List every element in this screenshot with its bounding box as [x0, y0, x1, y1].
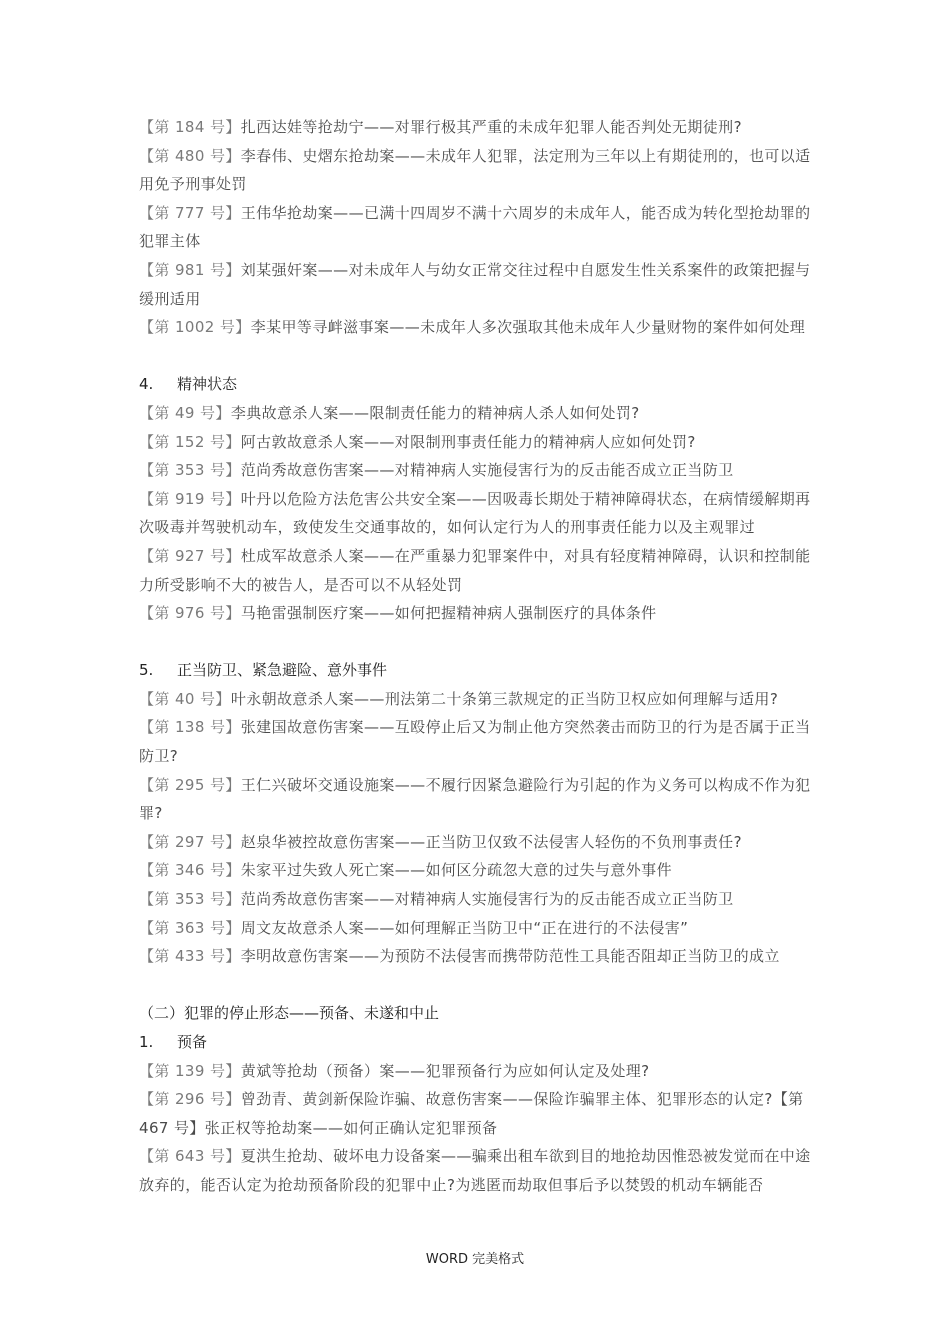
- section-number: 1.: [139, 1033, 154, 1051]
- case-title: 王伟华抢劫案——已满十四周岁不满十六周岁的未成年人，能否成为转化型抢劫罪的犯罪主体: [139, 203, 811, 251]
- section-number: 4.: [139, 375, 154, 394]
- document-page: [139, 113, 817, 1200]
- case-title: 赵泉华被控故意伤害案——正当防卫仅致不法侵害人轻伤的不负刑事责任?: [240, 832, 742, 851]
- list-item: [139, 1057, 817, 1086]
- case-title: 范尚秀故意伤害案——对精神病人实施侵害行为的反击能否成立正当防卫: [240, 461, 734, 480]
- list-item: [139, 199, 817, 256]
- subsection-heading-1: [139, 1028, 817, 1057]
- case-number: 【第 152 号】: [139, 432, 241, 451]
- case-title: 叶永朝故意杀人案——刑法第二十条第三款规定的正当防卫权应如何理解与适用?: [230, 689, 779, 708]
- case-title: 范尚秀故意伤害案——对精神病人实施侵害行为的反击能否成立正当防卫: [240, 890, 734, 909]
- list-item: [139, 685, 817, 714]
- case-number: 【第 297 号】: [139, 832, 241, 851]
- case-number: 【第 433 号】: [139, 947, 241, 966]
- section4-list: [139, 399, 817, 628]
- case-number: 【第 49 号】: [139, 403, 231, 422]
- list-item: [139, 542, 817, 599]
- case-number: 【第 353 号】: [139, 890, 241, 909]
- case-number: 【第 295 号】: [139, 775, 241, 794]
- case-number: 【第 927 号】: [139, 546, 241, 565]
- case-title: 李明故意伤害案——为预防不法侵害而携带防范性工具能否阻却正当防卫的成立: [240, 947, 780, 966]
- section-title: 预备: [177, 1033, 208, 1051]
- section3-list: [139, 113, 817, 342]
- case-title: 张建国故意伤害案——互殴停止后又为制止他方突然袭击而防卫的行为是否属于正当防卫?: [139, 718, 811, 766]
- list-item: [139, 771, 817, 828]
- list-item: [139, 142, 817, 199]
- case-number: 【第 480 号】: [139, 146, 241, 165]
- section-heading-5: [139, 656, 817, 685]
- case-number: 【第 139 号】: [139, 1061, 241, 1080]
- list-item: [139, 399, 817, 428]
- case-number: 【第 40 号】: [139, 689, 231, 708]
- page-footer: WORD 完美格式: [425, 1252, 525, 1267]
- list-item: [139, 256, 817, 313]
- spacer: [139, 342, 817, 371]
- case-title: 朱家平过失致人死亡案——如何区分疏忽大意的过失与意外事件: [240, 861, 672, 880]
- section-title: 精神状态: [177, 375, 238, 394]
- case-number: 【第 919 号】: [139, 489, 241, 508]
- list-item: [139, 1142, 817, 1199]
- case-number: 【第 777 号】: [139, 203, 241, 222]
- case-number: 【第 643 号】: [139, 1147, 241, 1166]
- case-title: 黄斌等抢劫（预备）案——犯罪预备行为应如何认定及处理?: [240, 1061, 650, 1080]
- case-title: 杜成军故意杀人案——在严重暴力犯罪案件中，对具有轻度精神障碍，认识和控制能力所受影响不大的被告人，是否可以不从轻处罚: [139, 546, 811, 594]
- list-item: [139, 456, 817, 485]
- case-title: 李春伟、史熠东抢劫案——未成年人犯罪，法定刑为三年以上有期徒刑的，也可以适用免予刑事处罚: [139, 146, 811, 194]
- list-item: [139, 599, 817, 628]
- list-item: [139, 113, 817, 142]
- case-number: 【第 353 号】: [139, 461, 241, 480]
- section-number: 5.: [139, 661, 154, 680]
- case-title: 李某甲等寻衅滋事案——未成年人多次强取其他未成年人少量财物的案件如何处理: [250, 318, 806, 337]
- case-title: 扎西达娃等抢劫宁——对罪行极其严重的未成年犯罪人能否判处无期徒刑?: [240, 118, 742, 136]
- spacer: [139, 971, 817, 1000]
- case-number: 【第 981 号】: [139, 260, 241, 279]
- list-item: [139, 885, 817, 914]
- list-item: [139, 856, 817, 885]
- case-title: 叶丹以危险方法危害公共安全案——因吸毒长期处于精神障碍状态，在病情缓解期再次吸毒并驾驶机动车，致使发生交通事故的，如何认定行为人的刑事责任能力以及主观罪过: [139, 489, 811, 537]
- part2-list: [139, 1057, 817, 1200]
- case-title: 夏洪生抢劫、破坏电力设备案——骗乘出租车欲到目的地抢劫因惟恐被发觉而在中途放弃的，能否认定为抢劫预备阶段的犯罪中止?为逃匿而劫取但事后予以焚毁的机动车辆能否: [139, 1147, 811, 1194]
- list-item: [139, 1085, 817, 1142]
- case-title: 李典故意杀人案——限制责任能力的精神病人杀人如何处罚?: [230, 403, 640, 422]
- list-item: [139, 942, 817, 971]
- case-number: 【第 296 号】: [139, 1090, 241, 1109]
- section5-list: [139, 685, 817, 971]
- list-item: [139, 914, 817, 943]
- case-number: 【第 363 号】: [139, 918, 241, 937]
- case-title: 刘某强奸案——对未成年人与幼女正常交往过程中自愿发生性关系案件的政策把握与缓刑适用: [139, 260, 811, 308]
- spacer: [139, 628, 817, 657]
- list-item: [139, 713, 817, 770]
- list-item: [139, 485, 817, 542]
- case-number: 【第 976 号】: [139, 604, 241, 623]
- case-title: 王仁兴破坏交通设施案——不履行因紧急避险行为引起的作为义务可以构成不作为犯罪?: [139, 775, 811, 823]
- case-number: 【第 184 号】: [139, 118, 241, 136]
- list-item: [139, 828, 817, 857]
- case-number: 【第 1002 号】: [139, 318, 251, 337]
- case-title: 周文友故意杀人案——如何理解正当防卫中“正在进行的不法侵害”: [240, 918, 689, 937]
- part-heading: （二）犯罪的停止形态——预备、未遂和中止: [139, 1004, 440, 1023]
- case-number: 【第 346 号】: [139, 861, 241, 880]
- case-title: 马艳雷强制医疗案——如何把握精神病人强制医疗的具体条件: [240, 604, 657, 623]
- case-title: 阿古敦故意杀人案——对限制刑事责任能力的精神病人应如何处罚?: [240, 432, 696, 451]
- list-item: [139, 428, 817, 457]
- section-heading-4: [139, 370, 817, 399]
- case-number: 【第 138 号】: [139, 718, 241, 737]
- case-title: 曾劲青、黄剑新保险诈骗、故意伤害案——保险诈骗罪主体、犯罪形态的认定?【第 467 号】张正权等抢劫案——如何正确认定犯罪预备: [139, 1090, 804, 1137]
- list-item: [139, 313, 817, 342]
- section-title: 正当防卫、紧急避险、意外事件: [177, 661, 388, 680]
